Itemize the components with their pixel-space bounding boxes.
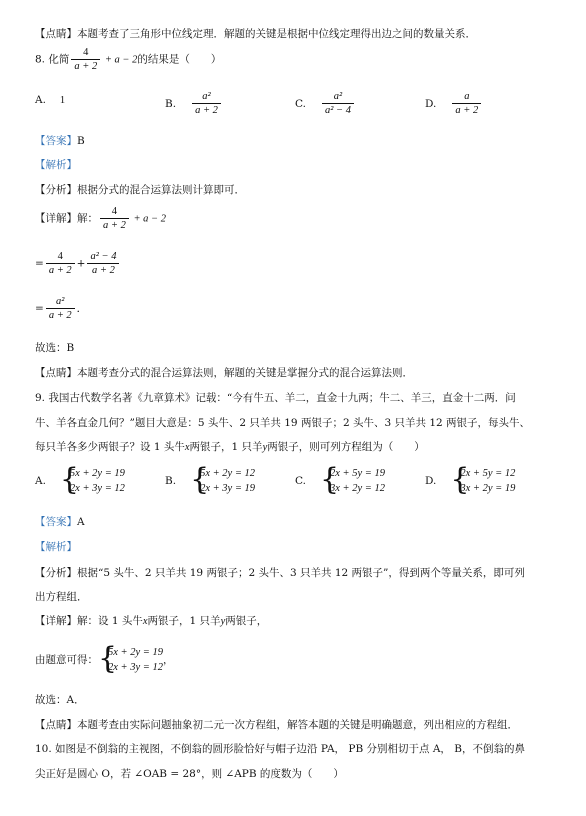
q9-analysis-tag: 【解析】 (35, 541, 77, 553)
q8-option-c[interactable]: C. $\frac{\text{a²}}{\text{a² − 4}}$ (295, 90, 356, 117)
q9-answer: 【答案】A (35, 516, 85, 528)
q7-dianjing: 【点睛】本题考查了三角形中位线定理．解题的关键是根据中位线定理得出边之间的数量关系． (35, 28, 476, 40)
q10-stem-line2: 尖正好是圆心 O，若 ∠OAB = 28°，则 ∠APB 的度数为（ ） (35, 768, 344, 780)
q9-dianjing: 【点睛】本题考查由实际问题抽象初二元一次方程组，解答本题的关键是明确题意，列出相应的方程组． (35, 719, 518, 731)
q9-option-c[interactable]: C. { 2x + 5y = 19 3x + 2y = 12 (295, 462, 385, 497)
q8-dianjing: 【点睛】本题考查分式的混合运算法则，解题的关键是掌握分式的混合运算法则． (35, 367, 413, 379)
q9-options (35, 462, 555, 502)
q8-answer: 【答案】B (35, 135, 85, 147)
q9-stem-line2: 牛、羊各直金几何？”题目大意是：5 头牛、2 只羊共 19 两银子；2 头牛、3 只羊共 12 两银子，每头牛、 (35, 417, 531, 429)
q8-analysis-tag: 【解析】 (35, 159, 77, 171)
q8-tail: + a − 2 (102, 54, 138, 66)
q8-step3: = $\frac{\text{a²}}{a + 2}$ ． (35, 296, 88, 321)
q9-fenxi-line1: 【分析】根据“5 头牛、2 只羊共 19 两银子；2 头牛、3 只羊共 12 两银子”，得到两个等量关系，即可列 (35, 567, 525, 579)
q8-suffix: 的结果是（ ） (137, 53, 222, 66)
q8-fraction: $\frac{4}{a + 2}$ (71, 46, 100, 73)
q9-fenxi-line2: 出方程组． (35, 591, 88, 603)
q9-option-b[interactable]: B. { 5x + 2y = 12 2x + 3y = 19 (165, 462, 256, 497)
q8-choose: 故选：B (35, 342, 75, 354)
q8-step2: = $\frac{4}{a + 2}$ + $\frac{\text{a² − 4}}{a + 2}$ (35, 250, 121, 277)
q9-option-d[interactable]: D. { 2x + 5y = 12 3x + 2y = 19 (425, 462, 516, 497)
q8-options (35, 90, 555, 124)
q8-option-b[interactable]: B. $\frac{\text{a²}}{a + 2}$ (165, 90, 223, 117)
q8-option-d[interactable]: D. $\frac{a}{a + 2}$ (425, 90, 483, 117)
q9-xiangjie: 【详解】解：设 1 头牛x两银子，1 只羊y两银子， (35, 615, 268, 627)
q9-choose: 故选：A． (35, 694, 85, 706)
q8-xiangjie: 【详解】解： $\frac{4}{a + 2}$ + a − 2 (35, 206, 167, 231)
q8-prefix: 8. 化简 (35, 53, 70, 66)
q9-stem-line3: 每只羊各多少两银子？设 1 头牛x两银子，1 只羊y两银子，则可列方程组为（ ） (35, 441, 425, 453)
q9-setup: 由题意可得： { 5x + 2y = 19 2x + 3y = 12 ， (35, 641, 174, 676)
q10-stem-line1: 10. 如图是不倒翁的主视图，不倒翁的圆形脸恰好与帽子边沿 PA， PB 分别相切于点 A， B，不倒翁的鼻 (35, 743, 525, 755)
q8-fenxi: 【分析】根据分式的混合运算法则计算即可． (35, 184, 245, 196)
q9-stem-line1: 9. 我国古代数学名著《九章算术》记载：“今有牛五、羊二，直金十九两；牛二、羊三，直金十二两．问 (35, 392, 516, 404)
q9-option-a[interactable]: A. { 5x + 2y = 19 2x + 3y = 12 (35, 462, 125, 497)
q8-stem (35, 46, 221, 73)
q8-option-a[interactable]: A. 1 (35, 94, 66, 106)
